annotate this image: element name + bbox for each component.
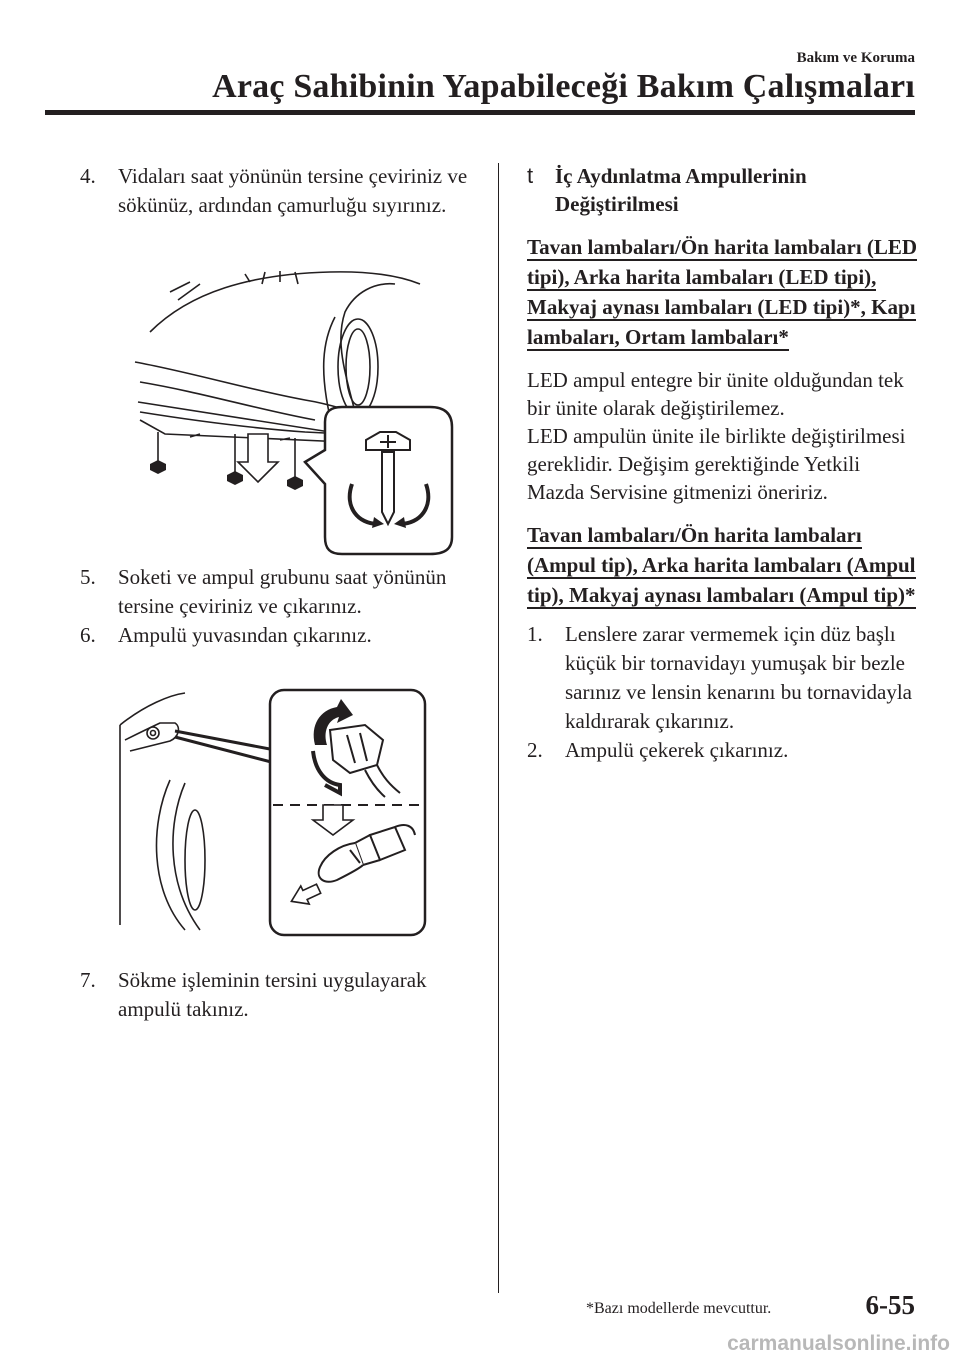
- chapter-title: Araç Sahibinin Yapabileceği Bakım Çalışmaları: [212, 68, 915, 105]
- step-7: [80, 966, 480, 1024]
- step-text: Soketi ve ampul grubunu saat yönünün tersine çeviriniz ve çıkarınız.: [118, 565, 447, 618]
- subheading-bulb-text: Tavan lambaları/Ön harita lambaları (Ampul tip), Arka harita lambaları (Ampul tip), Makyaj aynası lambaları (Ampul tip)*: [527, 523, 916, 607]
- step-6: [80, 621, 480, 650]
- header-rule: [45, 110, 915, 115]
- step-number: 6.: [80, 623, 96, 647]
- bulb-step-2: [527, 736, 922, 765]
- step-number: 7.: [80, 968, 96, 992]
- section-heading: [527, 162, 922, 218]
- step-number: 4.: [80, 164, 96, 188]
- left-column-steps-5-6: [80, 563, 480, 650]
- heading-bullet: t: [527, 163, 534, 188]
- step-text: Vidaları saat yönünün tersine çeviriniz ve sökünüz, ardından çamurluğu sıyırınız.: [118, 164, 468, 217]
- step-text: Ampulü çekerek çıkarınız.: [565, 738, 789, 762]
- watermark: carmanualsonline.info: [727, 1332, 950, 1355]
- subheading-bulb: [527, 520, 922, 610]
- subheading-led-text: Tavan lambaları/Ön harita lambaları (LED tipi), Arka harita lambaları (LED tipi), Makyaj aynası lambaları (LED tipi)*, Kapı lambaları, Ortam lambaları*: [527, 235, 918, 349]
- bumper-screw-illustration: [130, 262, 460, 557]
- step-text: Ampulü yuvasından çıkarınız.: [118, 623, 372, 647]
- section-title: Bakım ve Koruma: [796, 50, 915, 66]
- footer-note: *Bazı modellerde mevcuttur.: [586, 1300, 772, 1317]
- page-number: 6-55: [865, 1290, 915, 1320]
- step-number: 2.: [527, 738, 543, 762]
- bulb-socket-illustration: [115, 685, 430, 940]
- paragraph-led-1: LED ampul entegre bir ünite olduğundan tek bir ünite olarak değiştirilemez.: [527, 368, 904, 420]
- step-number: 1.: [527, 622, 543, 646]
- heading-text: İç Aydınlatma Ampullerinin Değiştirilmesi: [555, 164, 807, 216]
- subheading-led: [527, 232, 922, 352]
- step-5: [80, 563, 480, 621]
- column-divider: [498, 163, 499, 1293]
- paragraph-led-2: LED ampulün ünite ile birlikte değiştirilmesi gereklidir. Değişim gerektiğinde Yetkili Mazda Servisine gitmenizi öneririz.: [527, 424, 906, 504]
- step-text: Sökme işleminin tersini uygulayarak ampulü takınız.: [118, 968, 427, 1021]
- step-number: 5.: [80, 565, 96, 589]
- left-column-step-7: [80, 966, 480, 1024]
- step-4: [80, 162, 480, 220]
- left-column: [80, 162, 480, 220]
- right-column: [527, 162, 922, 765]
- bulb-step-1: [527, 620, 922, 736]
- step-text: Lenslere zarar vermemek için düz başlı küçük bir tornavidayı yumuşak bir bezle sarınız ve lensin kenarını bu tornavidayla kaldırarak çıkarınız.: [565, 622, 912, 733]
